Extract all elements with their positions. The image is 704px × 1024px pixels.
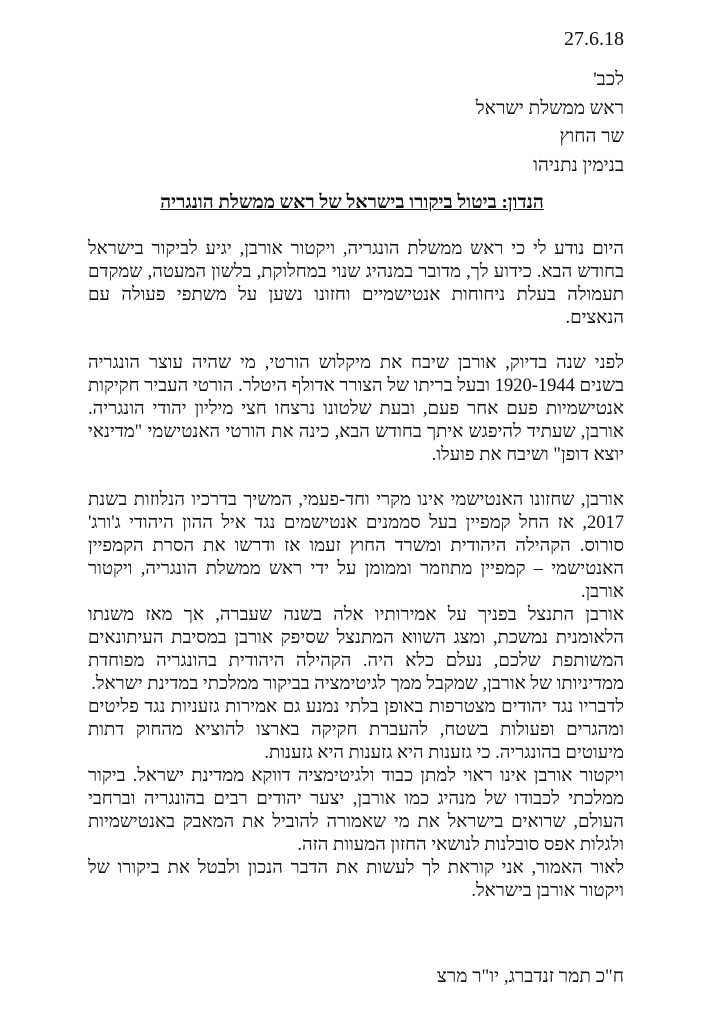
recipient-office: שר החוץ [559,126,624,147]
letter-subject: הנדון: ביטול ביקורו בישראל של ראש ממשלת הונגריה [160,192,544,213]
body-paragraph: לדבריו נגד יהודים מצטרפות באופן בלתי נמנע גם אמירות גזעניות נגד פליטים ומהגרים ופעולות בשטח, להעברת חקיקה בארצו להוציא מהחוק דתות מיעוטים בהונגריה. כי גזענות היא גזענות היא גזענות. [88,697,624,763]
recipient-block [476,66,624,180]
letter-body [88,238,624,903]
body-paragraph: לפני שנה בדיוק, אורבן שיבח את מיקלוש הורטי, מי שהיה עוצר הונגריה בשנים 1920-1944 ובעל בריתו של הצורר אדולף היטלר. הורטי העביר חקיקות אנטישמיות פעם אחר פעם, ובעת שלטונו נרצחו חצי מיליון יהודי הונגריה. אורבן, שעתיד להיפגש איתך בחודש הבא, כינה את הורטי האנטישמי "מדינאי יוצא דופן" ושיבח את פועלו. [88,353,624,465]
recipient-salutation: לכב' [593,69,624,90]
recipient-title: ראש ממשלת ישראל [475,97,624,119]
letter-date: 27.6.18 [564,28,624,50]
body-paragraph: אורבן, שחזונו האנטישמי אינו מקרי וחד-פעמי, המשיך בדרכיו הנלוזות בשנת 2017, אז החל קמפיין בעל סממנים אנטישמים נגד איל ההון היהודי ג'ורג' סורוס. הקהילה היהודית ומשרד החוץ זעמו אז ודרשו את הסרת הקמפיין האנטישמי – קמפיין מתוזמר וממומן על ידי ראש ממשלת הונגריה, ויקטור אורבן. [88,490,624,602]
body-paragraph: ויקטור אורבן אינו ראוי למתן כבוד ולגיטימציה דווקא ממדינת ישראל. ביקור ממלכתי לכבודו של מנהיג כמו אורבן, יצער יהודים רבים בהונגריה וברחבי העולם, שרואים בישראל את מי שאמורה להוביל את המאבק באנטישמיות ולגלות אפס סובלנות לנושאי החזון המעוות הזה. [88,766,624,855]
body-paragraph: לאור האמור, אני קוראת לך לעשות את הדבר הנכון ולבטל את ביקורו של ויקטור אורבן בישראל. [88,858,624,901]
body-paragraph: אורבן התנצל בפניך על אמירותיו אלה בשנה שעברה, אך מאז משנתו הלאומנית נמשכת, ומצג השווא המתנצל שסיפק אורבן במסיבת העיתונאים המשותפת שלכם, נעלם כלא היה. הקהילה היהודית בהונגריה מפוחדת ממדיניותו של אורבן, שמקבל ממך לגיטימציה בביקור ממלכתי במדינת ישראל. [88,605,624,694]
body-paragraph: היום נודע לי כי ראש ממשלת הונגריה, ויקטור אורבן, יגיע לביקור בישראל בחודש הבא. כידוע לך, מדובר במנהיג שנוי במחלוקת, בלשון המעטה, שמקדם תעמולה בעלת ניחוחות אנטישמיים וחזונו נשען על משתפי פעולה עם הנאצים. [88,239,624,328]
recipient-name: בנימין נתניהו [533,154,624,176]
letter-signature: ח"כ תמר זנדברג, יו"ר מרצ [436,966,624,987]
